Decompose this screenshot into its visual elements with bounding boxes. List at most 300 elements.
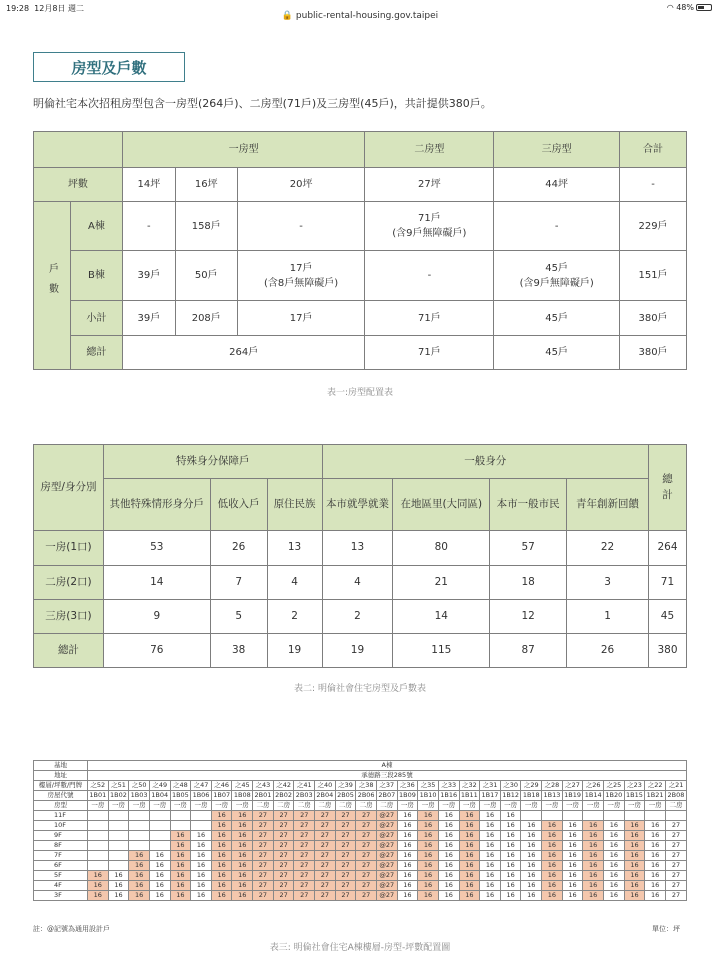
table-cell: 4	[267, 566, 322, 600]
table3-caption: 表三: 明倫社會住宅A棟樓層-房型-坪數配置圖	[269, 943, 451, 953]
table-cell: 5	[210, 600, 267, 634]
table-cell: 264	[648, 531, 686, 566]
grid-cell: 27	[253, 841, 274, 851]
grid-cell: 27	[356, 861, 377, 871]
grid-cell: 16	[397, 851, 418, 861]
grid-cell: 16	[149, 891, 170, 901]
household-table	[33, 444, 687, 668]
grid-cell: 16	[232, 811, 253, 821]
grid-cell	[108, 861, 129, 871]
size-cell: 44坪	[494, 168, 620, 202]
grid-cell: 16	[645, 821, 666, 831]
grid-cell: 16	[500, 871, 521, 881]
grid-cell: 27	[356, 851, 377, 861]
unit-code: 1B17	[481, 791, 499, 799]
unit-type: 一房	[108, 801, 129, 811]
address-bar[interactable]: 🔒 public-rental-housing.gov.taipei	[281, 11, 439, 21]
grid-cell: 16	[480, 831, 501, 841]
door-number: 之45	[232, 781, 253, 791]
grid-cell: 16	[604, 871, 625, 881]
col-header: 原住民族	[267, 479, 322, 531]
battery-icon	[696, 4, 712, 11]
unit-type: 一房	[604, 801, 625, 811]
grid-cell	[129, 811, 150, 821]
grid-cell: @27	[376, 851, 397, 861]
table-cell: 45戶 (含9戶無障礙戶)	[494, 251, 620, 301]
table-cell: 9	[103, 600, 210, 634]
grid-cell: @27	[376, 881, 397, 891]
code-row	[34, 791, 687, 801]
door-number: 之51	[108, 781, 129, 791]
grid-cell: 27	[335, 891, 356, 901]
table-cell: -	[494, 202, 620, 251]
unit-code: 1B16	[440, 791, 458, 799]
door-number: 之28	[542, 781, 563, 791]
unit-type: 二房	[294, 801, 315, 811]
grid-cell: 16	[149, 861, 170, 871]
unit-code: 2B01	[254, 791, 272, 799]
grid-cell: 16	[191, 861, 212, 871]
grid-cell	[149, 831, 170, 841]
table-cell: 17戶	[237, 301, 365, 336]
floor-label: 6F	[34, 861, 88, 871]
status-bar	[0, 0, 720, 21]
base-value: A棟	[88, 761, 687, 771]
grid-cell: 27	[356, 881, 377, 891]
grid-cell: 16	[500, 831, 521, 841]
table-cell: 53	[103, 531, 210, 566]
grid-cell: 16	[459, 891, 480, 901]
table-cell: 45戶	[494, 336, 620, 370]
section-title: 房型及戶數	[33, 52, 185, 82]
grid-cell: 16	[480, 871, 501, 881]
grid-cell: @27	[376, 871, 397, 881]
unit-type: 二房	[315, 801, 336, 811]
grid-cell: 16	[521, 831, 542, 841]
table1-caption: 表一:房型配置表	[326, 388, 394, 398]
grid-cell: 16	[624, 861, 645, 871]
grid-cell: 16	[108, 881, 129, 891]
grid-cell: 16	[583, 841, 604, 851]
grid-cell: @27	[376, 891, 397, 901]
door-number: 之49	[149, 781, 170, 791]
unit-type: 一房	[624, 801, 645, 811]
grid-cell: 16	[521, 881, 542, 891]
grid-cell: 16	[645, 831, 666, 841]
unit-code: 1B14	[584, 791, 602, 799]
grid-cell: 27	[273, 861, 294, 871]
grid-cell: 16	[191, 881, 212, 891]
size-cell: 16坪	[175, 168, 237, 202]
grid-cell: 16	[604, 851, 625, 861]
grid-cell: 16	[170, 881, 191, 891]
door-number: 之22	[645, 781, 666, 791]
table-cell: 45	[648, 600, 686, 634]
floor-label: 7F	[34, 851, 88, 861]
col-header: 青年創新回饋	[567, 479, 649, 531]
grid-cell: 27	[665, 871, 686, 881]
unit-code: 1B07	[213, 791, 231, 799]
col-header: 低收入戶	[210, 479, 267, 531]
unit-code: 1B20	[605, 791, 623, 799]
floor-label: 10F	[34, 821, 88, 831]
table-cell: 229戶	[620, 202, 687, 251]
table-cell: 57	[490, 531, 567, 566]
unit-code: 1B21	[646, 791, 664, 799]
grid-cell: 27	[315, 881, 336, 891]
table-cell: 4	[322, 566, 393, 600]
grid-cell	[191, 811, 212, 821]
door-number: 之30	[500, 781, 521, 791]
floor-label: 8F	[34, 841, 88, 851]
grid-cell: 16	[211, 891, 232, 901]
grid-cell: 16	[645, 861, 666, 871]
unit-type: 一房	[521, 801, 542, 811]
grid-cell: 16	[211, 831, 232, 841]
grid-cell: 16	[397, 891, 418, 901]
table-cell: 26	[210, 531, 267, 566]
grid-cell: 27	[294, 891, 315, 901]
floor-row	[34, 861, 687, 871]
grid-cell: 16	[232, 821, 253, 831]
table-cell: 115	[393, 634, 490, 668]
grid-cell: 16	[459, 861, 480, 871]
grid-cell: 16	[583, 891, 604, 901]
grid-cell: 27	[294, 841, 315, 851]
grid-cell	[624, 811, 645, 821]
unit-type: 一房	[562, 801, 583, 811]
size-cell: 14坪	[122, 168, 175, 202]
grid-cell: 16	[418, 871, 439, 881]
grid-cell: 16	[418, 851, 439, 861]
unit-code: 1B01	[89, 791, 107, 799]
grid-cell: 16	[500, 861, 521, 871]
row-label: 總計	[70, 336, 122, 370]
floor-row	[34, 821, 687, 831]
battery-level: 48%	[676, 3, 694, 12]
grid-cell: 16	[480, 841, 501, 851]
status-right	[667, 3, 712, 12]
grid-cell: 16	[211, 861, 232, 871]
grid-cell: 27	[315, 821, 336, 831]
grid-cell	[88, 831, 109, 841]
unit-type: 一房	[500, 801, 521, 811]
grid-cell: 16	[170, 841, 191, 851]
grid-cell: 16	[211, 851, 232, 861]
unit-type: 一房	[211, 801, 232, 811]
grid-cell: 16	[88, 891, 109, 901]
base-row	[34, 761, 687, 771]
row-label: 二房(2口)	[34, 566, 104, 600]
table-cell: 38	[210, 634, 267, 668]
grid-cell: 16	[129, 851, 150, 861]
floor-label: 9F	[34, 831, 88, 841]
table-cell: 12	[490, 600, 567, 634]
table-cell: 39戶	[122, 301, 175, 336]
grid-cell: 27	[273, 851, 294, 861]
unit-code: 2B03	[295, 791, 313, 799]
grid-cell: 16	[624, 851, 645, 861]
table-cell: 13	[322, 531, 393, 566]
grid-cell: 16	[521, 841, 542, 851]
door-number: 之27	[562, 781, 583, 791]
table-cell: 264戶	[122, 336, 365, 370]
grid-cell: 16	[542, 891, 563, 901]
grid-cell: 16	[191, 831, 212, 841]
grid-cell: 16	[459, 811, 480, 821]
grid-cell	[108, 811, 129, 821]
door-number: 之26	[583, 781, 604, 791]
grid-cell: 27	[253, 891, 274, 901]
grid-cell: 16	[418, 861, 439, 871]
grid-cell: 16	[624, 831, 645, 841]
grid-cell: 16	[232, 851, 253, 861]
unit-type: 一房	[542, 801, 563, 811]
door-number: 之41	[294, 781, 315, 791]
grid-cell: 16	[583, 871, 604, 881]
grid-cell: 27	[356, 871, 377, 881]
grid-cell	[604, 811, 625, 821]
unit-type: 二房	[273, 801, 294, 811]
grid-cell: 16	[397, 821, 418, 831]
header-two-room: 二房型	[365, 132, 494, 168]
unit-type: 一房	[191, 801, 212, 811]
grid-cell: 16	[562, 821, 583, 831]
grid-cell: 16	[583, 851, 604, 861]
unit-type: 二房	[356, 801, 377, 811]
floor-row	[34, 881, 687, 891]
grid-cell: 27	[253, 811, 274, 821]
grid-cell: 27	[294, 861, 315, 871]
number-row	[34, 781, 687, 791]
grid-cell: 27	[294, 831, 315, 841]
grid-cell: @27	[376, 821, 397, 831]
grid-cell	[129, 821, 150, 831]
grid-cell: 16	[521, 821, 542, 831]
floor-row	[34, 841, 687, 851]
table-cell: 18	[490, 566, 567, 600]
unit-code: 2B05	[337, 791, 354, 799]
door-number: 之33	[438, 781, 459, 791]
table-cell: 21	[393, 566, 490, 600]
grid-cell: 16	[397, 831, 418, 841]
unit-type: 二房	[335, 801, 356, 811]
grid-cell: 16	[500, 811, 521, 821]
grid-cell: 16	[562, 881, 583, 891]
header-one-room: 一房型	[122, 132, 365, 168]
grid-cell: 16	[459, 841, 480, 851]
table-cell: 380戶	[620, 336, 687, 370]
grid-cell: 16	[480, 861, 501, 871]
grid-cell: 16	[108, 871, 129, 881]
grid-cell: 16	[170, 891, 191, 901]
grid-cell: 27	[294, 881, 315, 891]
grid-cell	[170, 821, 191, 831]
unit-code: 1B10	[419, 791, 437, 799]
grid-cell	[149, 811, 170, 821]
grid-cell: 16	[438, 861, 459, 871]
floor-label: 5F	[34, 871, 88, 881]
grid-cell: 16	[418, 821, 439, 831]
door-number: 之31	[480, 781, 501, 791]
grid-cell: 27	[253, 821, 274, 831]
grid-cell: 16	[480, 821, 501, 831]
unit-type: 一房	[149, 801, 170, 811]
grid-cell: 16	[418, 891, 439, 901]
grid-cell: 16	[438, 811, 459, 821]
unit-code: 1B13	[543, 791, 561, 799]
grid-cell: 16	[438, 871, 459, 881]
grid-cell: 27	[335, 861, 356, 871]
grid-cell	[108, 831, 129, 841]
type-row	[34, 801, 687, 811]
grid-cell: 16	[500, 851, 521, 861]
grid-cell: 16	[88, 871, 109, 881]
grid-cell: 27	[665, 881, 686, 891]
grid-cell: 16	[129, 891, 150, 901]
unit-code: 1B09	[398, 791, 416, 799]
grid-cell: 16	[624, 881, 645, 891]
grid-cell: 16	[397, 841, 418, 851]
table-cell: 13	[267, 531, 322, 566]
unit-code: 1B12	[502, 791, 520, 799]
grid-cell: 16	[521, 871, 542, 881]
grid-cell: 16	[542, 821, 563, 831]
unit-type: 一房	[418, 801, 439, 811]
grid-cell: 27	[315, 811, 336, 821]
table-cell: 380	[648, 634, 686, 668]
table-cell: 76	[103, 634, 210, 668]
row-label: B棟	[70, 251, 122, 301]
unit-code: 1B06	[192, 791, 210, 799]
grid-cell	[108, 821, 129, 831]
table-cell: 80	[393, 531, 490, 566]
grid-cell: 16	[521, 861, 542, 871]
grid-cell: 27	[273, 831, 294, 841]
grid-cell: 27	[253, 881, 274, 891]
grid-cell: @27	[376, 811, 397, 821]
door-number: 之52	[88, 781, 109, 791]
grid-cell: 27	[665, 841, 686, 851]
table-cell: 7	[210, 566, 267, 600]
grid-cell: 16	[129, 861, 150, 871]
corner-cell: 房型/身分別	[34, 445, 104, 531]
unit-code: 2B08	[665, 791, 686, 801]
grid-cell	[149, 821, 170, 831]
table-cell: 71戶 (含9戶無障礙戶)	[365, 202, 494, 251]
table3-note: 註：@記號為通用設計戶	[33, 925, 110, 933]
table-cell: 17戶 (含8戶無障礙戶)	[237, 251, 365, 301]
grid-cell	[583, 811, 604, 821]
grid-cell: 16	[583, 831, 604, 841]
grid-cell: 16	[418, 811, 439, 821]
col-header: 在地區里(大同區)	[393, 479, 490, 531]
grid-cell: 16	[645, 891, 666, 901]
floor-label: 4F	[34, 881, 88, 891]
grid-cell: 16	[191, 841, 212, 851]
grid-cell	[191, 821, 212, 831]
grid-cell	[149, 841, 170, 851]
grid-cell: 16	[542, 831, 563, 841]
grid-cell: 27	[273, 821, 294, 831]
unit-code: 1B02	[110, 791, 127, 799]
table-cell: 87	[490, 634, 567, 668]
grid-cell: 16	[459, 871, 480, 881]
grid-cell: 16	[211, 881, 232, 891]
table-cell: 45戶	[494, 301, 620, 336]
grid-cell: 16	[583, 861, 604, 871]
grid-cell: 16	[604, 821, 625, 831]
grid-cell	[88, 851, 109, 861]
floor-layout-table	[33, 760, 687, 901]
grid-cell: 16	[624, 821, 645, 831]
grid-cell: 27	[253, 871, 274, 881]
size-cell: 27坪	[365, 168, 494, 202]
row-label: 總計	[34, 634, 104, 668]
grid-cell: 16	[438, 891, 459, 901]
grid-cell: 16	[645, 851, 666, 861]
unit-code: 1B04	[151, 791, 169, 799]
unit-type-table	[33, 131, 687, 370]
table-cell: 3	[567, 566, 649, 600]
grid-cell: 16	[624, 841, 645, 851]
grid-cell: 16	[232, 841, 253, 851]
floor-row	[34, 871, 687, 881]
table-cell: 39戶	[122, 251, 175, 301]
door-number: 之40	[315, 781, 336, 791]
size-cell: 20坪	[237, 168, 365, 202]
grid-cell: 16	[459, 821, 480, 831]
grid-cell: 16	[500, 841, 521, 851]
grid-cell: 16	[480, 891, 501, 901]
floor-row	[34, 831, 687, 841]
col-header: 本市就學就業	[322, 479, 393, 531]
grid-cell: 16	[149, 871, 170, 881]
url-text[interactable]: public-rental-housing.gov.taipei	[295, 11, 439, 21]
grid-cell	[170, 811, 191, 821]
unit-type: 一房	[88, 801, 109, 811]
grid-cell: 16	[191, 891, 212, 901]
unit-type: 一房	[438, 801, 459, 811]
grid-cell: 27	[665, 861, 686, 871]
grid-cell: 27	[665, 821, 686, 831]
door-number: 之39	[335, 781, 356, 791]
door-number: 之48	[170, 781, 191, 791]
grid-cell: 16	[459, 881, 480, 891]
grid-cell: 16	[583, 821, 604, 831]
unit-type: 一房	[129, 801, 150, 811]
status-time: 19:28 12月8日 週二	[6, 4, 84, 13]
row-label: A棟	[70, 202, 122, 251]
addr-row	[34, 771, 687, 781]
grid-cell: 27	[665, 891, 686, 901]
grid-cell: 27	[315, 831, 336, 841]
grid-cell: 16	[397, 881, 418, 891]
table-cell: 151戶	[620, 251, 687, 301]
table-cell: 19	[267, 634, 322, 668]
grid-cell: 16	[604, 891, 625, 901]
grid-cell: 16	[480, 851, 501, 861]
unit-code: 1B19	[564, 791, 581, 799]
door-number: 之29	[521, 781, 542, 791]
table-cell: -	[122, 202, 175, 251]
grid-cell: 16	[521, 891, 542, 901]
grid-cell: 27	[315, 841, 336, 851]
grid-cell: 27	[335, 851, 356, 861]
grid-cell: 16	[459, 851, 480, 861]
grid-cell: 16	[645, 871, 666, 881]
grid-cell: 16	[418, 831, 439, 841]
